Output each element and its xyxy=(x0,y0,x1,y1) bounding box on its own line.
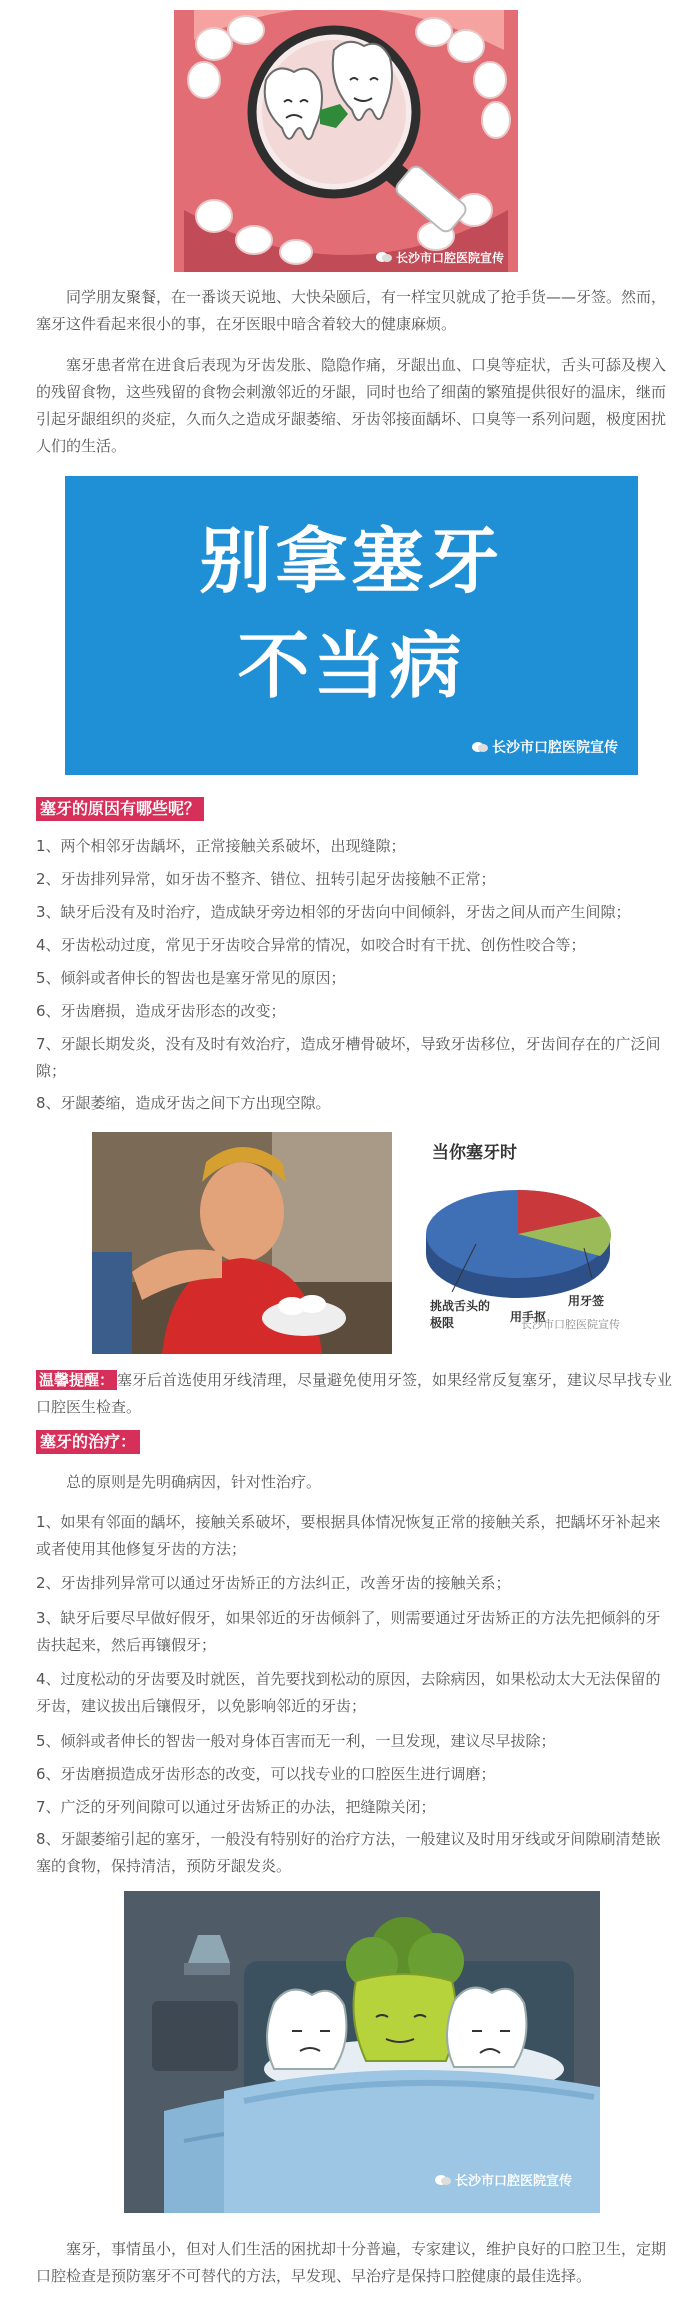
cause-item: 4、牙齿松动过度，常见于牙齿咬合异常的情况，如咬合时有干扰、创伤性咬合等； xyxy=(36,936,586,954)
treatment-heading: 塞牙的治疗： xyxy=(36,1430,140,1454)
teeth-magnifier-svg xyxy=(174,10,518,272)
wechat-icon xyxy=(435,2174,451,2186)
tip-heading: 温馨提醒： xyxy=(36,1370,117,1390)
intro-paragraph-2: 塞牙患者常在进食后表现为牙齿发胀、隐隐作痛，牙龈出血、口臭等症状，舌头可舔及楔入的残留食物，这些残留的食物会刺激邻近的牙龈，同时也给了细菌的繁殖提供很好的温床，继而引起牙龈组织的炎症，久而久之造成牙龈萎缩、牙齿邻接面龋坏、口臭等一系列问题，极度困扰人们的生活。 xyxy=(36,356,667,455)
toothpick-photo xyxy=(92,1132,392,1354)
watermark xyxy=(472,737,618,757)
treatment-item: 8、牙龈萎缩引起的塞牙，一般没有特别好的治疗方法，一般建议及时用牙线或牙间隙刷清楚嵌塞的食物，保持清洁，预防牙龈发炎。 xyxy=(36,1830,661,1875)
banner-line-2: 不当病 xyxy=(237,624,466,708)
cause-item: 5、倾斜或者伸长的智齿也是塞牙常见的原因； xyxy=(36,969,346,987)
tip-paragraph xyxy=(36,1367,674,1421)
treatment-item: 2、牙齿排列异常可以通过牙齿矫正的方法纠正，改善牙齿的接触关系； xyxy=(36,1574,511,1592)
watermark xyxy=(521,1316,620,1332)
watermark-text: 长沙市口腔医院宣传 xyxy=(521,1318,620,1331)
watermark-text: 长沙市口腔医院宣传 xyxy=(454,2174,572,2189)
pie-label-hand: 用手抠 xyxy=(510,1310,547,1324)
teeth-in-bed-svg xyxy=(124,1891,600,2213)
toothpick-photo-svg xyxy=(92,1132,392,1354)
cause-item: 6、牙齿磨损，造成牙齿形态的改变； xyxy=(36,1002,286,1020)
banner-line-1: 别拿塞牙 xyxy=(199,519,504,603)
treatment-principle: 总的原则是先明确病因，针对性治疗。 xyxy=(66,1473,322,1491)
wechat-icon xyxy=(472,741,488,753)
cause-item: 2、牙齿排列异常，如牙齿不整齐、错位、扭转引起牙齿接触不正常； xyxy=(36,870,496,888)
wechat-icon xyxy=(376,251,392,263)
pie-chart-image xyxy=(392,1132,644,1354)
treatment-item: 3、缺牙后要尽早做好假牙，如果邻近的牙齿倾斜了，则需要通过牙齿矫正的方法先把倾斜的牙齿扶起来，然后再镶假牙； xyxy=(36,1609,661,1654)
teeth-in-bed-illustration xyxy=(124,1891,600,2213)
cause-item: 8、牙龈萎缩，造成牙齿之间下方出现空隙。 xyxy=(36,1094,331,1112)
watermark xyxy=(376,249,504,266)
pie-label-toothpick: 用牙签 xyxy=(568,1294,605,1308)
treatment-item: 4、过度松动的牙齿要及时就医，首先要找到松动的原因，去除病因，如果松动太大无法保留的牙齿，建议拔出后镶假牙，以免影响邻近的牙齿； xyxy=(36,1670,661,1715)
pie-label-tongue: 挑战舌头的极限 xyxy=(430,1299,491,1330)
cause-item: 1、两个相邻牙齿龋坏，正常接触关系破坏，出现缝隙； xyxy=(36,837,406,855)
treatment-item: 6、牙齿磨损造成牙齿形态的改变，可以找专业的口腔医生进行调磨； xyxy=(36,1765,496,1783)
conclusion-paragraph: 塞牙，事情虽小，但对人们生活的困扰却十分普遍，专家建议，维护良好的口腔卫生，定期口腔检查是预防塞牙不可替代的方法，早发现、早治疗是保持口腔健康的最佳选择。 xyxy=(36,2240,667,2285)
watermark xyxy=(435,2170,572,2189)
banner-image xyxy=(65,476,638,775)
watermark-text: 长沙市口腔医院宣传 xyxy=(492,740,618,756)
tip-text: 塞牙后首选使用牙线清理，尽量避免使用牙签，如果经常反复塞牙，建议尽早找专业口腔医生检查。 xyxy=(36,1371,673,1416)
watermark-text: 长沙市口腔医院宣传 xyxy=(395,251,504,265)
treatment-item: 7、广泛的牙列间隙可以通过牙齿矫正的办法，把缝隙关闭； xyxy=(36,1798,436,1816)
causes-heading: 塞牙的原因有哪些呢？ xyxy=(36,797,204,821)
treatment-item: 1、如果有邻面的龋坏，接触关系破坏，要根据具体情况恢复正常的接触关系，把龋坏牙补起来或者使用其他修复牙齿的方法； xyxy=(36,1513,661,1558)
pie-title: 当你塞牙时 xyxy=(432,1143,517,1163)
treatment-item: 5、倾斜或者伸长的智齿一般对身体百害而无一利，一旦发现，建议尽早拔除； xyxy=(36,1732,556,1750)
teeth-magnifier-illustration xyxy=(174,10,518,272)
cause-item: 7、牙龈长期发炎，没有及时有效治疗，造成牙槽骨破坏，导致牙齿移位，牙齿间存在的广泛间隙； xyxy=(36,1035,661,1080)
cause-item: 3、缺牙后没有及时治疗，造成缺牙旁边相邻的牙齿向中间倾斜，牙齿之间从而产生间隙； xyxy=(36,903,631,921)
intro-paragraph-1: 同学朋友聚餐，在一番谈天说地、大快朵颐后，有一样宝贝就成了抢手货——牙签。然而，塞牙这件看起来很小的事，在牙医眼中暗含着较大的健康麻烦。 xyxy=(36,288,667,333)
